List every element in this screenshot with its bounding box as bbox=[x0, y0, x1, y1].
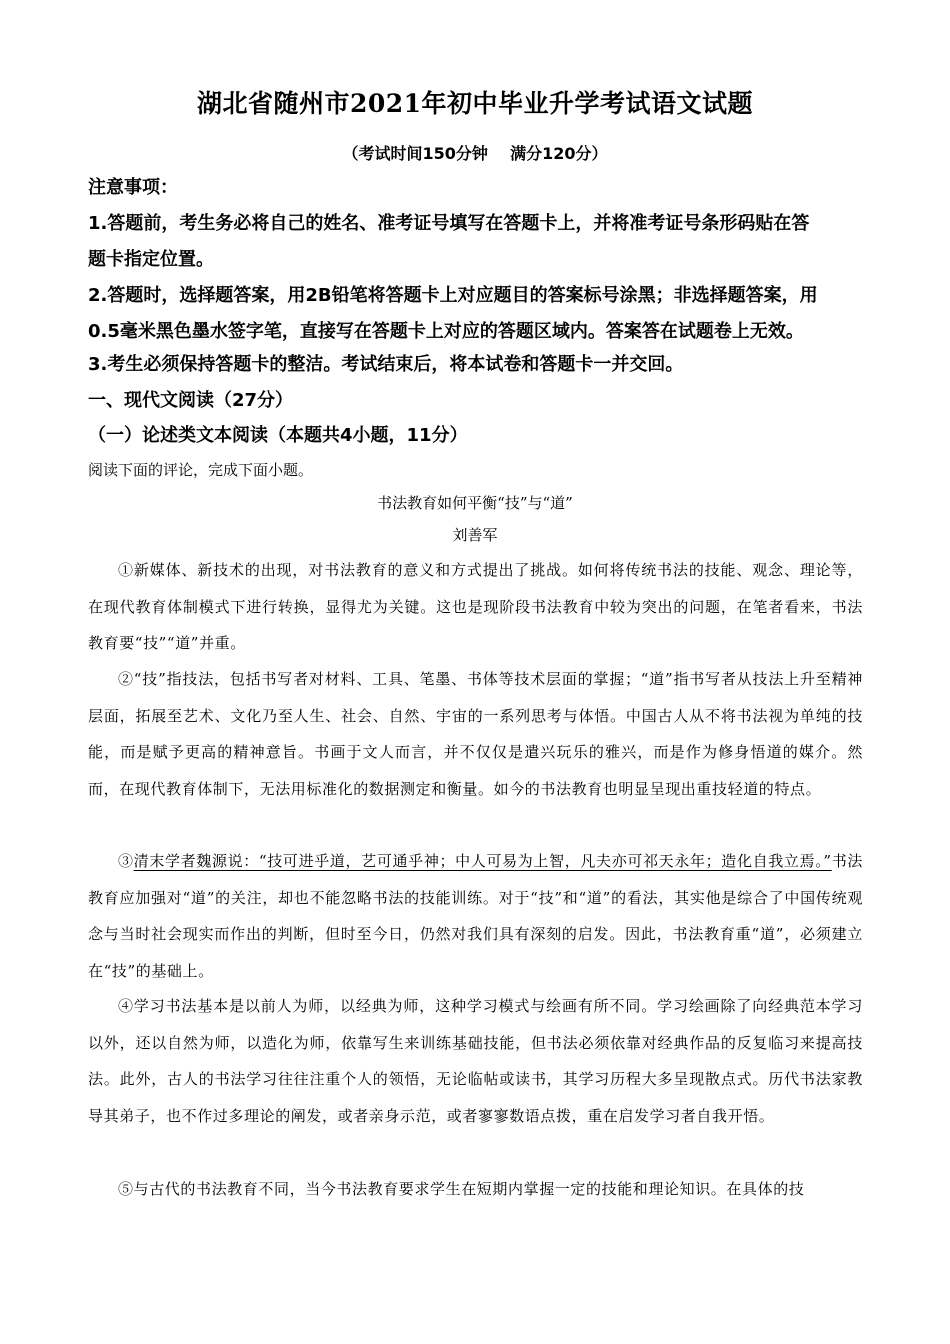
notice-item-3: 3.考生必须保持答题卡的整洁。考试结束后，将本试卷和答题卡一并交回。 bbox=[88, 354, 684, 375]
section-heading: 一、现代文阅读（27分） bbox=[88, 390, 294, 411]
essay-paragraph-5: ⑤与古代的书法教育不同，当今书法教育要求学生在短期内掌握一定的技能和理论知识。在具体的技 bbox=[118, 1180, 805, 1198]
exam-info: （考试时间150分钟 满分120分） bbox=[342, 144, 608, 163]
essay-paragraph-3 bbox=[88, 843, 863, 989]
notice-item-1a: 1.答题前，考生务必将自己的姓名、准考证号填写在答题卡上，并将准考证号条形码贴在答 bbox=[88, 213, 810, 234]
notice-item-1b: 题卡指定位置。 bbox=[88, 249, 214, 270]
essay-paragraph-2: ②“技”指技法，包括书写者对材料、工具、笔墨、书体等技术层面的掌握；“道”指书写者从技法上升至精神层面，拓展至艺术、文化乃至人生、社会、自然、宇宙的一系列思考与体悟。中国古人从不将书法视为单纯的技能，而是赋予更高的精神意旨。书画于文人而言，并不仅仅是遣兴玩乐的雅兴，而是作为修身悟道的媒介。然而，在现代教育体制下，无法用标准化的数据测定和衡量。如今的书法教育也明显呈现出重技轻道的特点。 bbox=[88, 670, 863, 798]
notice-heading: 注意事项： bbox=[88, 177, 178, 198]
underlined-quote: 清末学者魏源说：“技可进乎道，艺可通乎神；中人可易为上智，凡夫亦可祁天永年；造化自我立焉。” bbox=[133, 852, 832, 870]
essay-paragraph-1: ①新媒体、新技术的出现，对书法教育的意义和方式提出了挑战。如何将传统书法的技能、观念、理论等，在现代教育体制模式下进行转换，显得尤为关键。这也是现阶段书法教育中较为突出的问题，在笔者看来，书法教育要“技”“道”并重。 bbox=[88, 561, 863, 653]
paragraph-number: ③ bbox=[118, 852, 134, 870]
essay-paragraph-4: ④学习书法基本是以前人为师，以经典为师，这种学习模式与绘画有所不同。学习绘画除了向经典范本学习以外，还以自然为师，以造化为师，依靠写生来训练基础技能，但书法必须依靠对经典作品的反复临习来提高技法。此外，古人的书法学习往往注重个人的领悟，无论临帖或读书，其学习历程大多呈现散点式。历代书法家教导其弟子，也不作过多理论的阐发，或者亲身示范，或者寥寥数语点拨，重在启发学习者自我开悟。 bbox=[88, 997, 863, 1125]
exam-title: 湖北省随州市2021年初中毕业升学考试语文试题 bbox=[196, 89, 754, 118]
essay-author: 刘善军 bbox=[452, 526, 498, 544]
notice-item-2a: 2.答题时，选择题答案，用2B铅笔将答题卡上对应题目的答案标号涂黑；非选择题答案，用 bbox=[88, 285, 818, 306]
reading-instruction: 阅读下面的评论，完成下面小题。 bbox=[88, 461, 314, 479]
section-subheading: （一）论述类文本阅读（本题共4小题，11分） bbox=[88, 425, 468, 446]
essay-title: 书法教育如何平衡“技”与“道” bbox=[377, 494, 573, 512]
notice-item-2b: 0.5毫米黑色墨水签字笔，直接写在答题卡上对应的答题区域内。答案答在试题卷上无效。 bbox=[88, 321, 804, 342]
paragraph-text: 书法教育应加强对“道”的关注，却也不能忽略书法的技能训练。对于“技”和“道”的看法，其实他是综合了中国传统观念与当时社会现实而作出的判断，但时至今日，仍然对我们具有深刻的启发。因此，书法教育重“道”，必须建立在“技”的基础上。 bbox=[88, 852, 864, 980]
